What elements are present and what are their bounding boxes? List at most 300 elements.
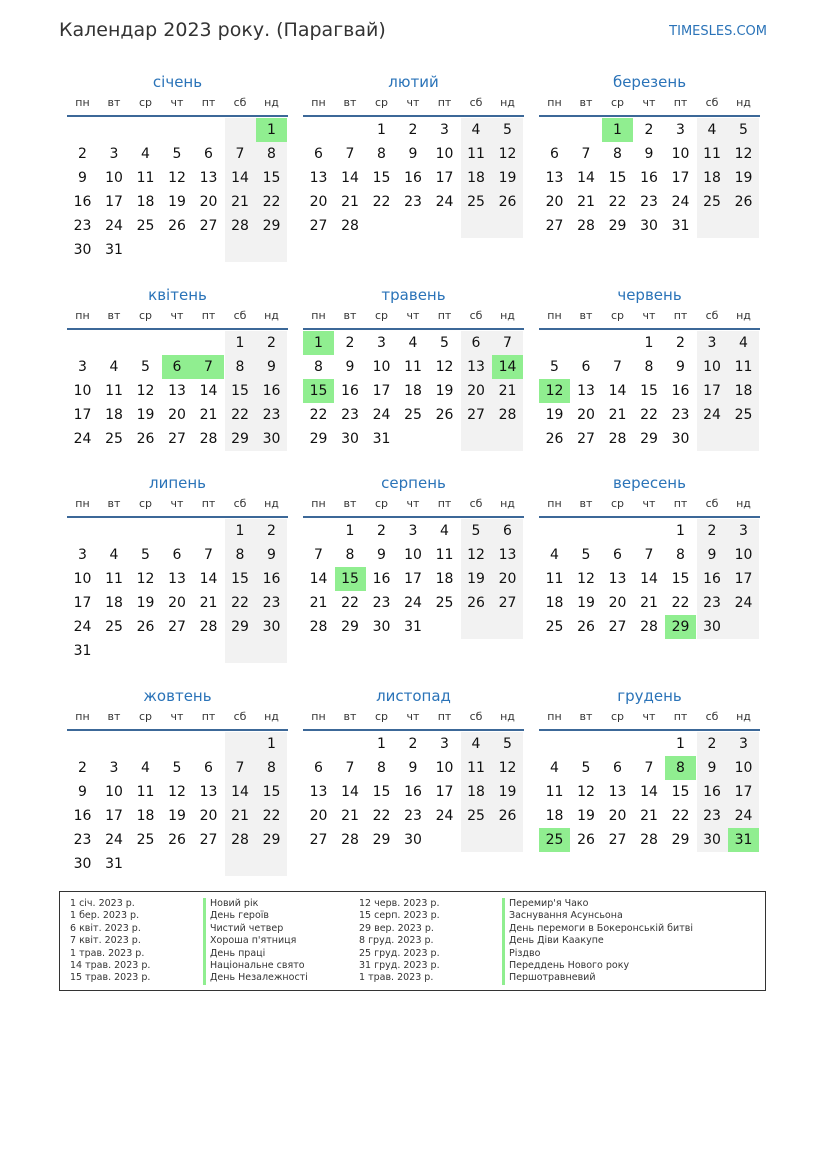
weekday-label: ср xyxy=(138,309,153,322)
day-cell: 5 xyxy=(492,118,523,142)
day-cell: 26 xyxy=(492,190,523,214)
day-cell: 8 xyxy=(225,543,256,567)
empty-weekend-cell xyxy=(256,639,287,663)
weekday-label: вт xyxy=(579,96,593,109)
day-cell: 16 xyxy=(341,383,359,399)
holiday-name: День Діви Каакупе xyxy=(502,935,693,947)
day-cell: 28 xyxy=(309,619,328,635)
weekday-label: нд xyxy=(500,309,515,322)
day-cell: 7 xyxy=(644,547,654,563)
month-days xyxy=(67,519,288,663)
holiday-date: 1 трав. 2023 р. xyxy=(70,947,145,959)
month-5 xyxy=(303,284,524,475)
day-cell: 19 xyxy=(577,595,595,611)
day-cell: 27 xyxy=(168,619,186,635)
day-cell: 16 xyxy=(256,567,287,591)
weekday-label: нд xyxy=(264,497,279,510)
day-cell: 22 xyxy=(372,808,391,824)
day-cell: 2 xyxy=(676,335,685,351)
month-name: лютий xyxy=(388,73,439,91)
holiday-name: День героїв xyxy=(203,910,308,922)
day-cell: 29 xyxy=(256,828,287,852)
day-cell: 13 xyxy=(168,383,186,399)
weekday-label: пн xyxy=(547,309,562,322)
day-cell: 21 xyxy=(199,595,218,611)
day-cell: 24 xyxy=(728,591,759,615)
weekday-label: ср xyxy=(138,96,153,109)
day-cell: 19 xyxy=(577,808,595,824)
day-cell: 1 xyxy=(377,122,386,138)
weekday-label: сб xyxy=(705,309,719,322)
day-cell: 21 xyxy=(577,194,595,210)
day-cell: 13 xyxy=(492,543,523,567)
day-cell: 21 xyxy=(640,595,658,611)
day-cell: 15 xyxy=(225,379,256,403)
holiday-name: День перемоги в Бокеронській битві xyxy=(502,923,693,935)
month-name: червень xyxy=(617,286,682,304)
day-cell: 13 xyxy=(199,170,218,186)
day-cell: 4 xyxy=(550,547,559,563)
day-cell: 30 xyxy=(372,619,391,635)
day-cell: 6 xyxy=(204,760,213,776)
day-cell: 14 xyxy=(309,571,328,587)
holiday-date: 14 трав. 2023 р. xyxy=(70,959,151,971)
day-cell: 1 xyxy=(602,118,633,142)
day-cell: 1 xyxy=(676,736,685,752)
weekday-label: чт xyxy=(642,497,656,510)
day-cell: 11 xyxy=(728,355,759,379)
day-cell: 6 xyxy=(204,146,213,162)
day-cell: 2 xyxy=(256,331,287,355)
weekday-header xyxy=(303,95,524,117)
weekday-label: ср xyxy=(138,710,153,723)
month-3 xyxy=(539,71,760,262)
day-cell: 8 xyxy=(256,142,287,166)
day-cell: 21 xyxy=(640,808,658,824)
weekday-label: вт xyxy=(343,497,357,510)
day-cell: 20 xyxy=(608,808,627,824)
day-cell: 29 xyxy=(665,615,696,639)
empty-weekend-cell xyxy=(492,427,523,451)
weekday-label: ср xyxy=(374,710,389,723)
day-cell: 13 xyxy=(608,784,627,800)
day-cell: 3 xyxy=(109,760,119,776)
day-cell: 16 xyxy=(697,567,728,591)
day-cell: 18 xyxy=(136,808,155,824)
day-cell: 2 xyxy=(644,122,654,138)
day-cell: 4 xyxy=(728,331,759,355)
month-9 xyxy=(539,472,760,663)
day-cell: 2 xyxy=(697,519,728,543)
weekday-label: ср xyxy=(374,309,389,322)
day-cell: 12 xyxy=(577,784,595,800)
weekday-label: пт xyxy=(673,710,688,723)
day-cell: 29 xyxy=(309,431,328,447)
empty-weekend-cell xyxy=(461,427,492,451)
day-cell: 19 xyxy=(728,166,759,190)
weekday-label: чт xyxy=(642,710,656,723)
weekday-label: пн xyxy=(547,497,562,510)
day-cell: 18 xyxy=(545,595,564,611)
day-cell: 23 xyxy=(372,595,391,611)
month-days xyxy=(539,331,760,475)
day-cell: 16 xyxy=(671,383,690,399)
weekday-label: пн xyxy=(311,96,326,109)
day-cell: 15 xyxy=(372,784,391,800)
weekday-label: пт xyxy=(673,497,688,510)
day-cell: 28 xyxy=(225,828,256,852)
weekday-label: чт xyxy=(170,96,184,109)
day-cell: 5 xyxy=(172,760,182,776)
day-cell: 29 xyxy=(608,218,627,234)
site-link[interactable]: TIMESLES.COM xyxy=(669,24,767,39)
day-cell: 31 xyxy=(372,431,391,447)
day-cell: 2 xyxy=(256,519,287,543)
weekday-label: пн xyxy=(311,309,326,322)
day-cell: 17 xyxy=(435,170,454,186)
empty-weekend-cell xyxy=(225,732,256,756)
holiday-date: 1 бер. 2023 р. xyxy=(70,910,140,922)
day-cell: 24 xyxy=(73,619,92,635)
day-cell: 22 xyxy=(309,407,328,423)
day-cell: 6 xyxy=(613,760,622,776)
day-cell: 31 xyxy=(728,828,759,852)
day-cell: 25 xyxy=(404,407,422,423)
day-cell: 1 xyxy=(256,118,287,142)
weekday-label: чт xyxy=(406,96,420,109)
day-cell: 15 xyxy=(256,166,287,190)
day-cell: 19 xyxy=(168,194,186,210)
month-1 xyxy=(67,71,288,262)
weekday-label: сб xyxy=(233,497,247,510)
day-cell: 19 xyxy=(545,407,564,423)
day-cell: 4 xyxy=(461,118,492,142)
day-cell: 15 xyxy=(671,571,690,587)
day-cell: 24 xyxy=(105,832,123,848)
day-cell: 3 xyxy=(377,335,386,351)
month-days xyxy=(539,732,760,876)
day-cell: 25 xyxy=(105,431,123,447)
day-cell: 19 xyxy=(492,166,523,190)
empty-weekend-cell xyxy=(461,615,492,639)
day-cell: 12 xyxy=(136,571,155,587)
holiday-name: Чистий четвер xyxy=(203,923,308,935)
weekday-label: ср xyxy=(138,497,153,510)
day-cell: 22 xyxy=(671,808,690,824)
day-cell: 13 xyxy=(577,383,595,399)
day-cell: 23 xyxy=(697,591,728,615)
month-days xyxy=(67,118,288,262)
day-cell: 10 xyxy=(435,146,454,162)
weekday-label: пн xyxy=(75,710,90,723)
day-cell: 3 xyxy=(728,519,759,543)
weekday-header xyxy=(539,308,760,330)
day-cell: 1 xyxy=(225,331,256,355)
weekday-label: сб xyxy=(705,497,719,510)
day-cell: 22 xyxy=(256,190,287,214)
day-cell: 28 xyxy=(341,218,359,234)
weekday-header xyxy=(539,95,760,117)
day-cell: 8 xyxy=(377,146,386,162)
weekday-label: пн xyxy=(547,96,562,109)
day-cell: 25 xyxy=(435,595,454,611)
day-cell: 8 xyxy=(345,547,355,563)
day-cell: 20 xyxy=(199,808,218,824)
empty-weekend-cell xyxy=(225,639,256,663)
day-cell: 29 xyxy=(640,431,658,447)
day-cell: 3 xyxy=(408,523,418,539)
day-cell: 4 xyxy=(440,523,449,539)
day-cell: 8 xyxy=(377,760,386,776)
weekday-label: вт xyxy=(579,309,593,322)
day-cell: 20 xyxy=(199,194,218,210)
day-cell: 25 xyxy=(539,828,570,852)
day-cell: 4 xyxy=(141,146,150,162)
day-cell: 25 xyxy=(105,619,123,635)
day-cell: 24 xyxy=(697,403,728,427)
day-cell: 4 xyxy=(141,760,150,776)
weekday-label: пт xyxy=(673,96,688,109)
day-cell: 21 xyxy=(309,595,328,611)
day-cell: 11 xyxy=(136,170,155,186)
weekday-label: чт xyxy=(170,710,184,723)
day-cell: 8 xyxy=(665,756,696,780)
weekday-header xyxy=(539,496,760,518)
day-cell: 11 xyxy=(545,784,564,800)
day-cell: 12 xyxy=(168,170,186,186)
day-cell: 23 xyxy=(341,407,359,423)
day-cell: 15 xyxy=(640,383,658,399)
day-cell: 9 xyxy=(676,359,685,375)
day-cell: 26 xyxy=(136,619,155,635)
day-cell: 3 xyxy=(440,122,449,138)
day-cell: 22 xyxy=(671,595,690,611)
empty-weekend-cell xyxy=(697,214,728,238)
day-cell: 17 xyxy=(728,780,759,804)
day-cell: 23 xyxy=(73,832,92,848)
weekday-label: ср xyxy=(610,710,625,723)
day-cell: 5 xyxy=(141,547,150,563)
day-cell: 14 xyxy=(492,355,523,379)
day-cell: 14 xyxy=(225,780,256,804)
day-cell: 29 xyxy=(671,832,690,848)
day-cell: 21 xyxy=(199,407,218,423)
month-name: серпень xyxy=(381,474,446,492)
day-cell: 11 xyxy=(105,571,123,587)
day-cell: 7 xyxy=(581,146,591,162)
day-cell: 24 xyxy=(372,407,391,423)
day-cell: 6 xyxy=(461,331,492,355)
day-cell: 15 xyxy=(335,567,366,591)
day-cell: 9 xyxy=(697,543,728,567)
day-cell: 4 xyxy=(697,118,728,142)
weekday-label: пт xyxy=(437,497,452,510)
weekday-label: чт xyxy=(406,710,420,723)
day-cell: 13 xyxy=(461,355,492,379)
day-cell: 28 xyxy=(492,403,523,427)
weekday-label: ср xyxy=(374,497,389,510)
day-cell: 22 xyxy=(341,595,359,611)
day-cell: 28 xyxy=(225,214,256,238)
weekday-label: чт xyxy=(642,309,656,322)
weekday-label: вт xyxy=(579,710,593,723)
day-cell: 28 xyxy=(640,832,658,848)
weekday-label: чт xyxy=(406,497,420,510)
day-cell: 22 xyxy=(225,403,256,427)
day-cell: 11 xyxy=(136,784,155,800)
empty-weekend-cell xyxy=(225,238,256,262)
day-cell: 5 xyxy=(440,335,449,351)
day-cell: 5 xyxy=(581,760,591,776)
day-cell: 7 xyxy=(204,547,213,563)
day-cell: 18 xyxy=(461,166,492,190)
day-cell: 16 xyxy=(404,784,422,800)
day-cell: 23 xyxy=(697,804,728,828)
day-cell: 13 xyxy=(168,571,186,587)
day-cell: 11 xyxy=(404,359,422,375)
day-cell: 8 xyxy=(256,756,287,780)
day-cell: 11 xyxy=(461,756,492,780)
day-cell: 27 xyxy=(492,591,523,615)
day-cell: 19 xyxy=(136,595,155,611)
day-cell: 25 xyxy=(136,218,155,234)
weekday-label: пт xyxy=(201,497,216,510)
month-4 xyxy=(67,284,288,475)
weekday-label: нд xyxy=(264,309,279,322)
weekday-label: ср xyxy=(610,309,625,322)
day-cell: 9 xyxy=(256,355,287,379)
weekday-label: чт xyxy=(406,309,420,322)
day-cell: 2 xyxy=(697,732,728,756)
day-cell: 15 xyxy=(608,170,627,186)
weekday-label: нд xyxy=(500,710,515,723)
day-cell: 7 xyxy=(613,359,622,375)
day-cell: 12 xyxy=(728,142,759,166)
holiday-name: Першотравневий xyxy=(502,972,693,984)
day-cell: 12 xyxy=(492,142,523,166)
day-cell: 23 xyxy=(671,407,690,423)
weekday-label: ср xyxy=(374,96,389,109)
holiday-date: 7 квіт. 2023 р. xyxy=(70,935,141,947)
holiday-date: 1 трав. 2023 р. xyxy=(359,972,434,984)
day-cell: 10 xyxy=(73,383,92,399)
day-cell: 13 xyxy=(545,170,564,186)
day-cell: 27 xyxy=(545,218,564,234)
empty-weekend-cell xyxy=(697,427,728,451)
weekday-label: пт xyxy=(673,309,688,322)
weekday-label: пн xyxy=(311,710,326,723)
day-cell: 6 xyxy=(172,547,182,563)
day-cell: 2 xyxy=(377,523,386,539)
day-cell: 21 xyxy=(341,808,359,824)
day-cell: 8 xyxy=(314,359,323,375)
day-cell: 21 xyxy=(608,407,627,423)
day-cell: 14 xyxy=(341,784,359,800)
weekday-label: нд xyxy=(736,309,751,322)
empty-weekend-cell xyxy=(461,214,492,238)
weekday-label: вт xyxy=(343,710,357,723)
day-cell: 3 xyxy=(78,547,87,563)
day-cell: 31 xyxy=(105,242,123,258)
weekday-header xyxy=(539,709,760,731)
day-cell: 30 xyxy=(73,856,92,872)
day-cell: 23 xyxy=(640,194,658,210)
day-cell: 10 xyxy=(372,359,391,375)
day-cell: 11 xyxy=(697,142,728,166)
day-cell: 14 xyxy=(225,166,256,190)
day-cell: 26 xyxy=(577,619,595,635)
day-cell: 4 xyxy=(408,335,418,351)
weekday-label: сб xyxy=(233,309,247,322)
day-cell: 14 xyxy=(341,170,359,186)
day-cell: 25 xyxy=(728,403,759,427)
day-cell: 17 xyxy=(105,808,123,824)
day-cell: 29 xyxy=(256,214,287,238)
holiday-name: Різдво xyxy=(502,948,693,960)
holiday-date: 15 серп. 2023 р. xyxy=(359,910,440,922)
month-10 xyxy=(67,685,288,876)
day-cell: 6 xyxy=(314,760,323,776)
day-cell: 12 xyxy=(539,379,570,403)
day-cell: 1 xyxy=(345,523,355,539)
day-cell: 16 xyxy=(256,379,287,403)
day-cell: 20 xyxy=(168,595,186,611)
day-cell: 27 xyxy=(608,619,627,635)
day-cell: 30 xyxy=(73,242,92,258)
day-cell: 25 xyxy=(461,190,492,214)
day-cell: 16 xyxy=(697,780,728,804)
weekday-label: пт xyxy=(437,96,452,109)
holiday-date: 12 черв. 2023 р. xyxy=(359,898,440,909)
weekday-label: нд xyxy=(264,96,279,109)
day-cell: 19 xyxy=(492,780,523,804)
day-cell: 18 xyxy=(435,571,454,587)
day-cell: 9 xyxy=(256,543,287,567)
day-cell: 26 xyxy=(136,431,155,447)
day-cell: 12 xyxy=(461,543,492,567)
day-cell: 24 xyxy=(671,194,690,210)
legend-dates-left xyxy=(70,898,150,985)
day-cell: 6 xyxy=(550,146,559,162)
day-cell: 21 xyxy=(492,379,523,403)
day-cell: 28 xyxy=(608,431,627,447)
day-cell: 7 xyxy=(225,756,256,780)
day-cell: 9 xyxy=(345,359,355,375)
day-cell: 12 xyxy=(492,756,523,780)
day-cell: 2 xyxy=(78,146,87,162)
day-cell: 23 xyxy=(256,591,287,615)
day-cell: 26 xyxy=(168,218,186,234)
day-cell: 18 xyxy=(461,780,492,804)
day-cell: 14 xyxy=(640,571,658,587)
day-cell: 10 xyxy=(404,547,422,563)
day-cell: 27 xyxy=(199,832,218,848)
day-cell: 19 xyxy=(136,407,155,423)
day-cell: 12 xyxy=(577,571,595,587)
day-cell: 21 xyxy=(341,194,359,210)
day-cell: 24 xyxy=(404,595,422,611)
month-2 xyxy=(303,71,524,262)
day-cell: 17 xyxy=(435,784,454,800)
day-cell: 20 xyxy=(309,194,328,210)
day-cell: 26 xyxy=(545,431,564,447)
day-cell: 16 xyxy=(372,571,391,587)
day-cell: 15 xyxy=(671,784,690,800)
day-cell: 1 xyxy=(676,523,685,539)
weekday-label: нд xyxy=(500,96,515,109)
day-cell: 27 xyxy=(309,218,328,234)
weekday-label: вт xyxy=(107,710,121,723)
